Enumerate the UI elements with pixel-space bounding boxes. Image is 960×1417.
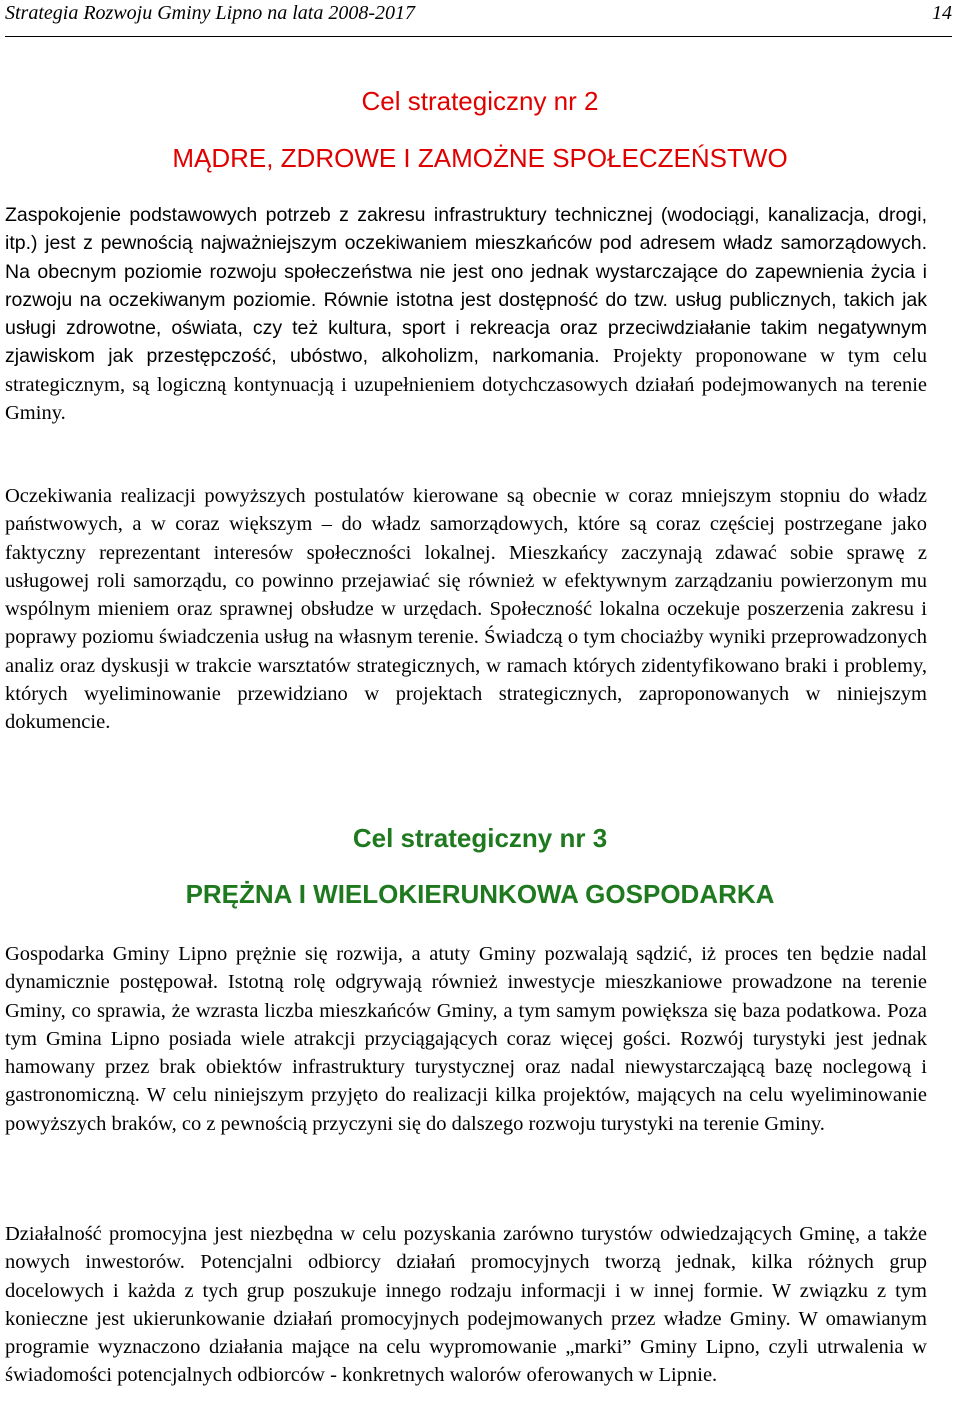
goal2-paragraph-1-part-3: Projekty proponowane w tym celu strategicznym, są logiczną kontynuacją i uzupełnieniem dotychczasowych działań podejmowanych na terenie Gminy. xyxy=(5,345,927,425)
goal3-paragraph-1: Gospodarka Gminy Lipno prężnie się rozwija, a atuty Gminy pozwalają sądzić, iż proces ten będzie nadal dynamicznie postępował. Istotną rolę odgrywają również inwestycje mieszkaniowe prowadzone na terenie Gminy, co sprawia, że wzrasta liczba mieszkańców Gminy, a tym samym powiększa się baza podatkowa. Poza tym Gmina Lipno posiada wiele atrakcji przyciągających coraz więcej gości. Rozwój turystyki jest jednak hamowany przez brak obiektów infrastruktury turystycznej oraz nadal niewystarczającą bazę noclegową i gastronomiczną. W celu niniejszym przyjęto do realizacji kilka projektów, mających na celu wyeliminowanie powyższych braków, co z pewnością przyczyni się do dalszego rozwoju turystyki na terenie Gminy. xyxy=(5,943,927,1135)
goal2-subheading: MĄDRE, ZDROWE I ZAMOŻNE SPOŁECZEŃSTWO xyxy=(172,143,788,173)
goal2-heading: Cel strategiczny nr 2 xyxy=(361,86,599,116)
goal2-paragraph-1-part-2: Na obecnym poziomie rozwoju społeczeństwa nie jest ono jednak wystarczające do zapewnienia życia i rozwoju na oczekiwanym poziomie. Równie istotna jest dostępność do tzw. usług publicznych, takich jak usługi zdrowotne, oświata, czy też kultura, sport i rekreacja oraz przeciwdziałanie takim negatywnym zjawiskom jak przestępczość, ubóstwo, alkoholizm, narkomania. xyxy=(5,260,927,368)
goal3-paragraph-2: Działalność promocyjna jest niezbędna w celu pozyskania zarówno turystów odwiedzających Gminę, a także nowych inwestorów. Potencjalni odbiorcy działań promocyjnych tworzą jednak, kilka różnych grup docelowych i każda z tych grup poszukuje innego rodzaju informacji i w innej formie. W związku z tym konieczne jest ukierunkowanie działań promocyjnych podejmowanych przez władze Gminy. W omawianym programie wyznaczono działania mające na celu wypromowanie „marki” Gminy Lipno, czyli utrwalenia w świadomości potencjalnych odbiorców - konkretnych walorów oferowanych w Lipnie. xyxy=(5,1223,927,1387)
goal2-paragraph-2: Oczekiwania realizacji powyższych postulatów kierowane są obecnie w coraz mniejszym stopniu do władz państwowych, a w coraz większym – do władz samorządowych, które są coraz częściej postrzegane jako faktyczny reprezentant interesów społeczności lokalnej. Mieszkańcy zaczynają zdawać sobie sprawę z usługowej roli samorządu, co powinno przejawiać się również w efektywnym zarządzaniu powierzonym mu wspólnym mieniem oraz sprawnej obsłudze w urzędach. Społeczność lokalna oczekuje poszerzenia zakresu i poprawy poziomu świadczenia usług na własnym terenie. Świadczą o tym chociażby wyniki przeprowadzonych analiz oraz dyskusji w trakcie warsztatów strategicznych, w ramach których zidentyfikowano braki i problemy, których wyeliminowanie przewidziano w projektach strategicznych, zaproponowanych w niniejszym dokumencie. xyxy=(5,485,927,734)
page-header xyxy=(5,0,952,37)
document-title: Strategia Rozwoju Gminy Lipno na lata 2008-2017 xyxy=(5,2,415,24)
goal3-subheading: PRĘŻNA I WIELOKIERUNKOWA GOSPODARKA xyxy=(185,879,775,909)
goal3-heading: Cel strategiczny nr 3 xyxy=(352,823,608,853)
page-number: 14 xyxy=(932,2,952,24)
goal2-paragraph-1-part-1: Zaspokojenie podstawowych potrzeb z zakresu infrastruktury technicznej (wodociągi, kanalizacja, drogi, itp.) jest z pewnością najważniejszym oczekiwaniem mieszkańców pod adresem władz samorządowych. xyxy=(5,204,927,255)
goal2-paragraph-1 xyxy=(5,201,927,427)
